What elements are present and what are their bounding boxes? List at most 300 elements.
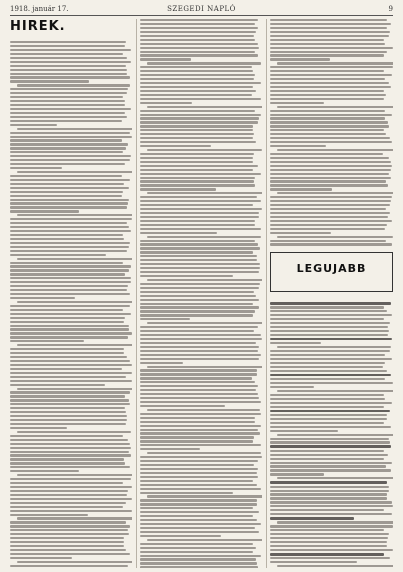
text-line — [277, 346, 391, 348]
text-line — [10, 191, 123, 193]
text-line — [10, 88, 128, 90]
text-line — [140, 417, 255, 419]
text-line — [140, 535, 221, 537]
text-line — [10, 494, 127, 496]
text-line — [270, 129, 384, 131]
text-line — [270, 117, 385, 119]
text-line — [17, 431, 131, 433]
text-line — [270, 354, 385, 356]
text-line — [140, 295, 256, 297]
text-line — [140, 82, 261, 84]
text-line — [270, 406, 384, 408]
text-line — [140, 350, 258, 352]
text-line — [17, 84, 130, 86]
text-line — [270, 31, 390, 33]
text-line — [270, 414, 387, 416]
text-line — [10, 175, 122, 177]
text-line — [140, 180, 254, 182]
text-line — [140, 165, 258, 167]
text-line — [10, 565, 128, 567]
text-line — [10, 399, 129, 401]
text-line — [10, 541, 124, 543]
text-line — [270, 74, 392, 76]
text-line — [10, 281, 131, 283]
text-line — [10, 325, 129, 327]
text-line — [10, 289, 127, 291]
text-line — [270, 557, 390, 559]
text-line — [10, 293, 130, 295]
text-line — [270, 180, 386, 182]
text-line — [10, 537, 124, 539]
text-line — [10, 246, 129, 248]
text-line — [10, 139, 122, 141]
text-line — [10, 395, 125, 397]
text-line — [140, 133, 254, 135]
page-number: 9 — [388, 5, 393, 13]
text-line — [270, 19, 387, 21]
text-line — [270, 545, 387, 547]
text-line — [147, 366, 262, 368]
text-line — [140, 468, 258, 470]
text-line — [10, 163, 125, 165]
text-line — [10, 45, 125, 47]
text-line — [10, 155, 131, 157]
text-line — [270, 125, 389, 127]
text-line — [270, 398, 385, 400]
text-line — [10, 65, 126, 67]
text-line — [10, 120, 122, 122]
latest-news-box — [270, 252, 393, 292]
text-line — [140, 212, 259, 214]
newspaper-name: SZEGEDI NAPLÓ — [167, 5, 236, 13]
text-line — [270, 161, 391, 163]
text-line — [10, 403, 130, 405]
text-line — [140, 39, 255, 41]
text-line — [140, 196, 257, 198]
text-line — [140, 303, 253, 305]
column-1-text — [10, 41, 132, 568]
text-line — [140, 102, 192, 104]
text-line — [147, 62, 261, 64]
text-line — [270, 517, 354, 520]
header-rule — [10, 15, 393, 16]
text-line — [10, 502, 126, 504]
text-line — [10, 218, 132, 220]
text-line — [140, 220, 255, 222]
text-line — [270, 370, 387, 372]
text-line — [140, 243, 258, 245]
text-line — [10, 116, 127, 118]
text-line — [140, 472, 257, 474]
text-line — [10, 533, 129, 535]
text-line — [10, 262, 123, 264]
text-line — [17, 258, 132, 260]
text-line — [270, 188, 332, 190]
text-line — [10, 69, 127, 71]
text-line — [270, 90, 384, 92]
text-line — [10, 136, 132, 138]
text-line — [140, 43, 258, 45]
text-line — [140, 543, 253, 545]
text-line — [10, 336, 128, 338]
text-line — [140, 137, 253, 139]
text-line — [270, 110, 385, 112]
text-line — [10, 321, 124, 323]
text-line — [140, 318, 190, 320]
text-line — [147, 495, 262, 497]
text-line — [10, 380, 132, 382]
text-line — [10, 222, 127, 224]
text-line — [270, 35, 389, 37]
text-line — [10, 187, 129, 189]
text-line — [270, 243, 392, 245]
text-line — [10, 553, 130, 555]
text-line — [270, 553, 384, 556]
text-line — [270, 458, 384, 460]
text-line — [140, 157, 253, 159]
text-line — [270, 358, 392, 360]
text-line — [270, 525, 393, 527]
text-line — [270, 196, 392, 198]
text-line — [140, 566, 258, 568]
text-line — [270, 501, 392, 503]
text-line — [270, 541, 387, 543]
text-line — [270, 208, 386, 210]
text-line — [17, 128, 132, 130]
text-line — [270, 82, 389, 84]
text-line — [140, 346, 259, 348]
text-line — [140, 413, 261, 415]
text-line — [10, 328, 129, 330]
text-line — [140, 429, 258, 431]
text-line — [10, 151, 123, 153]
text-line — [140, 90, 256, 92]
column-2 — [140, 19, 262, 568]
text-line — [270, 86, 391, 88]
text-line — [270, 314, 392, 316]
text-line — [10, 419, 127, 421]
text-line — [270, 378, 385, 380]
text-line — [270, 490, 389, 492]
text-line — [270, 114, 392, 116]
text-line — [10, 234, 123, 236]
text-line — [10, 92, 127, 94]
text-line — [10, 124, 57, 126]
text-line — [140, 527, 255, 529]
text-line — [10, 407, 125, 409]
text-line — [10, 313, 131, 315]
text-line — [270, 232, 331, 234]
text-line — [140, 389, 256, 391]
text-line — [270, 220, 392, 222]
text-line — [147, 106, 262, 108]
column-3-text-bottom — [270, 302, 393, 568]
text-line — [140, 58, 191, 60]
text-line — [10, 242, 130, 244]
text-line — [270, 362, 385, 364]
text-line — [10, 238, 124, 240]
text-line — [270, 422, 384, 424]
text-line — [140, 484, 257, 486]
text-line — [140, 476, 258, 478]
text-line — [140, 267, 260, 269]
text-line — [270, 228, 385, 230]
text-line — [10, 73, 127, 75]
text-line — [10, 391, 130, 393]
text-line — [140, 153, 254, 155]
text-line — [10, 309, 123, 311]
text-line — [270, 133, 386, 135]
text-line — [270, 141, 392, 143]
text-line — [270, 165, 392, 167]
text-line — [270, 27, 387, 29]
text-line — [140, 299, 259, 301]
text-line — [10, 427, 67, 429]
text-line — [10, 360, 130, 362]
text-line — [270, 469, 391, 471]
text-line — [270, 486, 389, 488]
text-line — [140, 397, 259, 399]
text-line — [147, 452, 261, 454]
text-line — [140, 448, 200, 450]
text-line — [270, 450, 384, 452]
text-line — [10, 454, 131, 456]
text-line — [270, 426, 391, 428]
column-divider-2 — [266, 19, 267, 568]
text-line — [270, 505, 393, 507]
text-line — [10, 447, 131, 449]
column-3 — [270, 19, 393, 568]
text-line — [140, 306, 259, 308]
text-line — [140, 240, 255, 242]
text-line — [10, 529, 128, 531]
text-line — [140, 291, 254, 293]
text-line — [270, 145, 326, 147]
text-line — [140, 369, 257, 371]
text-line — [140, 334, 261, 336]
text-line — [270, 441, 390, 443]
text-line — [10, 372, 132, 374]
text-line — [140, 338, 262, 340]
text-line — [140, 425, 261, 427]
text-line — [10, 439, 128, 441]
text-line — [270, 402, 392, 404]
text-line — [10, 132, 130, 134]
text-line — [270, 330, 389, 332]
text-line — [140, 436, 254, 438]
text-line — [10, 254, 106, 256]
text-line — [140, 74, 255, 76]
column-3-text-top — [270, 19, 393, 247]
text-line — [270, 350, 390, 352]
text-line — [10, 435, 123, 437]
text-line — [147, 279, 262, 281]
text-line — [147, 409, 260, 411]
text-line — [147, 149, 261, 151]
text-line — [140, 224, 255, 226]
text-line — [10, 53, 123, 55]
text-line — [270, 366, 383, 368]
text-line — [10, 250, 127, 252]
text-line — [17, 214, 132, 216]
text-line — [140, 98, 261, 100]
text-line — [147, 192, 262, 194]
text-line — [140, 117, 259, 119]
text-line — [10, 265, 131, 267]
text-line — [270, 58, 330, 60]
text-line — [140, 405, 225, 407]
text-line — [277, 390, 393, 392]
text-line — [270, 386, 314, 388]
text-line — [10, 179, 130, 181]
text-line — [140, 173, 261, 175]
text-line — [270, 322, 390, 324]
text-line — [270, 43, 385, 45]
text-line — [270, 216, 388, 218]
text-line — [270, 66, 393, 68]
text-line — [270, 473, 324, 475]
text-line — [270, 382, 393, 384]
text-line — [140, 488, 261, 490]
text-line — [10, 549, 126, 551]
text-line — [270, 184, 388, 186]
text-line — [140, 259, 257, 261]
text-line — [10, 159, 130, 161]
text-line — [270, 438, 389, 440]
text-line — [270, 549, 393, 551]
text-line — [10, 557, 72, 559]
text-line — [10, 506, 123, 508]
text-line — [17, 301, 132, 303]
column-2-text — [140, 19, 262, 568]
latest-news-title: LEGUJABB — [296, 262, 367, 275]
text-line — [140, 314, 253, 316]
text-line — [140, 228, 261, 230]
text-line — [140, 519, 257, 521]
text-line — [10, 384, 105, 386]
text-line — [270, 310, 387, 312]
text-line — [10, 285, 128, 287]
text-line — [10, 415, 127, 417]
text-line — [270, 561, 357, 563]
text-line — [10, 41, 126, 43]
text-line — [10, 498, 132, 500]
text-line — [277, 434, 393, 436]
text-line — [10, 57, 127, 59]
text-line — [140, 184, 255, 186]
text-line — [140, 232, 217, 234]
text-line — [10, 230, 131, 232]
text-line — [140, 86, 253, 88]
text-line — [140, 145, 211, 147]
text-line — [270, 509, 384, 511]
text-line — [140, 27, 258, 29]
text-line — [10, 183, 124, 185]
text-line — [10, 305, 130, 307]
text-line — [10, 76, 130, 78]
text-line — [140, 460, 258, 462]
text-line — [140, 507, 253, 509]
text-line — [270, 200, 391, 202]
text-line — [140, 515, 253, 517]
text-line — [140, 547, 256, 549]
text-line — [10, 332, 132, 334]
text-line — [10, 206, 127, 208]
text-line — [10, 210, 79, 212]
text-line — [270, 23, 391, 25]
text-line — [140, 480, 253, 482]
text-line — [270, 153, 383, 155]
text-line — [140, 51, 255, 53]
text-line — [270, 418, 387, 420]
text-line — [270, 454, 388, 456]
column-1 — [10, 19, 132, 568]
text-line — [270, 177, 391, 179]
column-divider-1 — [136, 19, 137, 568]
text-line — [140, 287, 259, 289]
text-line — [270, 204, 390, 206]
text-line — [140, 188, 216, 190]
text-line — [147, 322, 262, 324]
text-line — [140, 31, 256, 33]
text-line — [277, 477, 393, 479]
text-line — [140, 421, 255, 423]
text-line — [10, 466, 130, 468]
text-line — [270, 137, 390, 139]
text-line — [140, 358, 259, 360]
text-line — [270, 54, 384, 56]
text-line — [270, 169, 391, 171]
text-line — [10, 143, 128, 145]
text-line — [10, 451, 129, 453]
text-line — [140, 523, 261, 525]
text-line — [10, 195, 122, 197]
text-line — [270, 394, 384, 396]
text-line — [140, 255, 257, 257]
text-line — [270, 102, 324, 104]
text-line — [270, 326, 388, 328]
text-line — [140, 373, 257, 375]
text-line — [140, 492, 233, 494]
text-line — [10, 376, 126, 378]
text-line — [10, 364, 132, 366]
text-line — [140, 377, 252, 379]
text-line — [10, 423, 126, 425]
text-line — [140, 78, 254, 80]
text-line — [277, 62, 393, 64]
text-line — [270, 342, 321, 344]
text-line — [140, 208, 262, 210]
text-line — [10, 202, 128, 204]
text-line — [10, 269, 129, 271]
text-line — [10, 226, 129, 228]
text-line — [270, 212, 390, 214]
text-line — [10, 525, 130, 527]
text-line — [270, 462, 392, 464]
text-line — [140, 551, 253, 553]
text-line — [10, 317, 125, 319]
text-line — [270, 533, 389, 535]
text-line — [10, 443, 130, 445]
text-line — [140, 35, 254, 37]
text-line — [270, 240, 386, 242]
text-line — [10, 61, 131, 63]
text-line — [10, 340, 84, 342]
text-line — [10, 297, 75, 299]
text-line — [140, 200, 261, 202]
text-line — [140, 283, 260, 285]
text-line — [270, 157, 389, 159]
